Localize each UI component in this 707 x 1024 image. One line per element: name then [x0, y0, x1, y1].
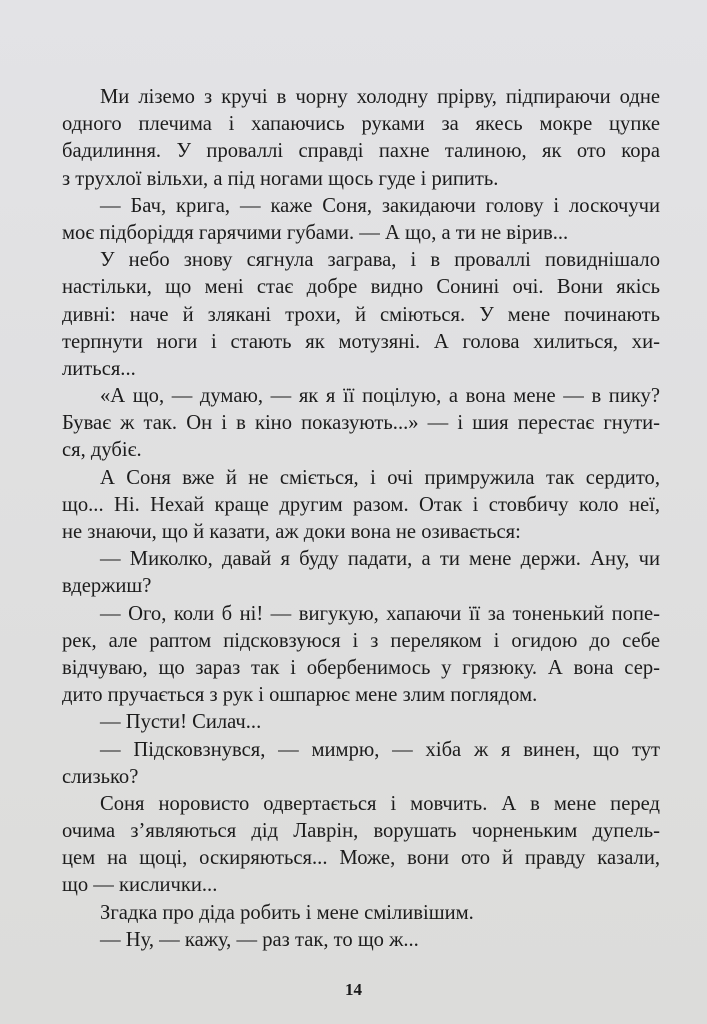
text-line: дивні: наче й злякані трохи, й сміються. У мене починають [62, 303, 660, 326]
text-line: рек, але раптом підсковзуюся і з переляком і огидою до себе [62, 629, 660, 652]
text-line: що — кислички... [62, 874, 218, 897]
text-line: — Підсковзнувся, — мимрю, — хіба ж я винен, що тут [100, 738, 660, 761]
text-line: литься... [62, 357, 136, 380]
text-line: настільки, що мені стає добре видно Сонині очі. Вони якісь [62, 276, 660, 299]
page-number: 14 [345, 980, 362, 999]
text-line: Згадка про діда робить і мене сміливішим. [100, 901, 474, 924]
text-line: одного плечима і хапаючись руками за якесь мокре цупке [62, 113, 660, 136]
text-line: А Соня вже й не сміється, і очі примружила так сердито, [100, 466, 660, 489]
text-line: — Ого, коли б ні! — вигукую, хапаючи її за тоненький попе- [100, 602, 660, 625]
text-line: дито пручається з рук і ошпарює мене злим поглядом. [62, 684, 538, 707]
text-line: — Ну, — кажу, — раз так, то що ж... [100, 928, 419, 951]
text-line: слизько? [62, 765, 139, 788]
text-line: ся, дубіє. [62, 439, 142, 462]
text-line: не знаючи, що й казати, аж доки вона не озивається: [62, 521, 521, 543]
text-line: відчуваю, що зараз так і обербенимось у грязюку. А вона сер- [62, 656, 660, 679]
text-line: — Миколко, давай я буду падати, а ти мене держи. Ану, чи [100, 548, 660, 571]
text-line: що... Ні. Нехай краще другим разом. Отак і стовбичу коло неї, [62, 493, 660, 516]
text-line: У небо знову сягнула заграва, і в проваллі повиднішало [100, 249, 660, 272]
text-line: з трухлої вільхи, а під ногами щось гуде і рипить. [62, 167, 499, 190]
text-line: Соня норовисто одвертається і мовчить. А в мене перед [100, 792, 660, 815]
text-line: Ми ліземо з кручі в чорну холодну прірву, підпираючи одне [100, 86, 660, 108]
text-line: терпнути ноги і стають як мотузяні. А голова хилиться, хи- [62, 330, 660, 353]
body-text [62, 84, 660, 954]
text-line: вдержиш? [62, 575, 152, 598]
text-line: очима з’являються дід Лаврін, ворушать чорненьким дупель- [62, 820, 660, 843]
text-line: — Бач, крига, — каже Соня, закидаючи голову і лоскочучи [100, 194, 660, 217]
text-line: Буває ж так. Он і в кіно показують...» — і шия перестає гнути- [62, 412, 660, 435]
text-line: бадилиння. У проваллі справді пахне талиною, як ото кора [62, 140, 660, 163]
text-line: — Пусти! Силач... [100, 711, 262, 734]
text-line: моє підборіддя гарячими губами. — А що, а ти не вірив... [62, 221, 569, 244]
text-line: «А що, — думаю, — як я її поцілую, а вона мене — в пику? [100, 385, 660, 408]
text-line: цем на щоці, оскиряються... Може, вони ото й правду казали, [62, 847, 660, 870]
